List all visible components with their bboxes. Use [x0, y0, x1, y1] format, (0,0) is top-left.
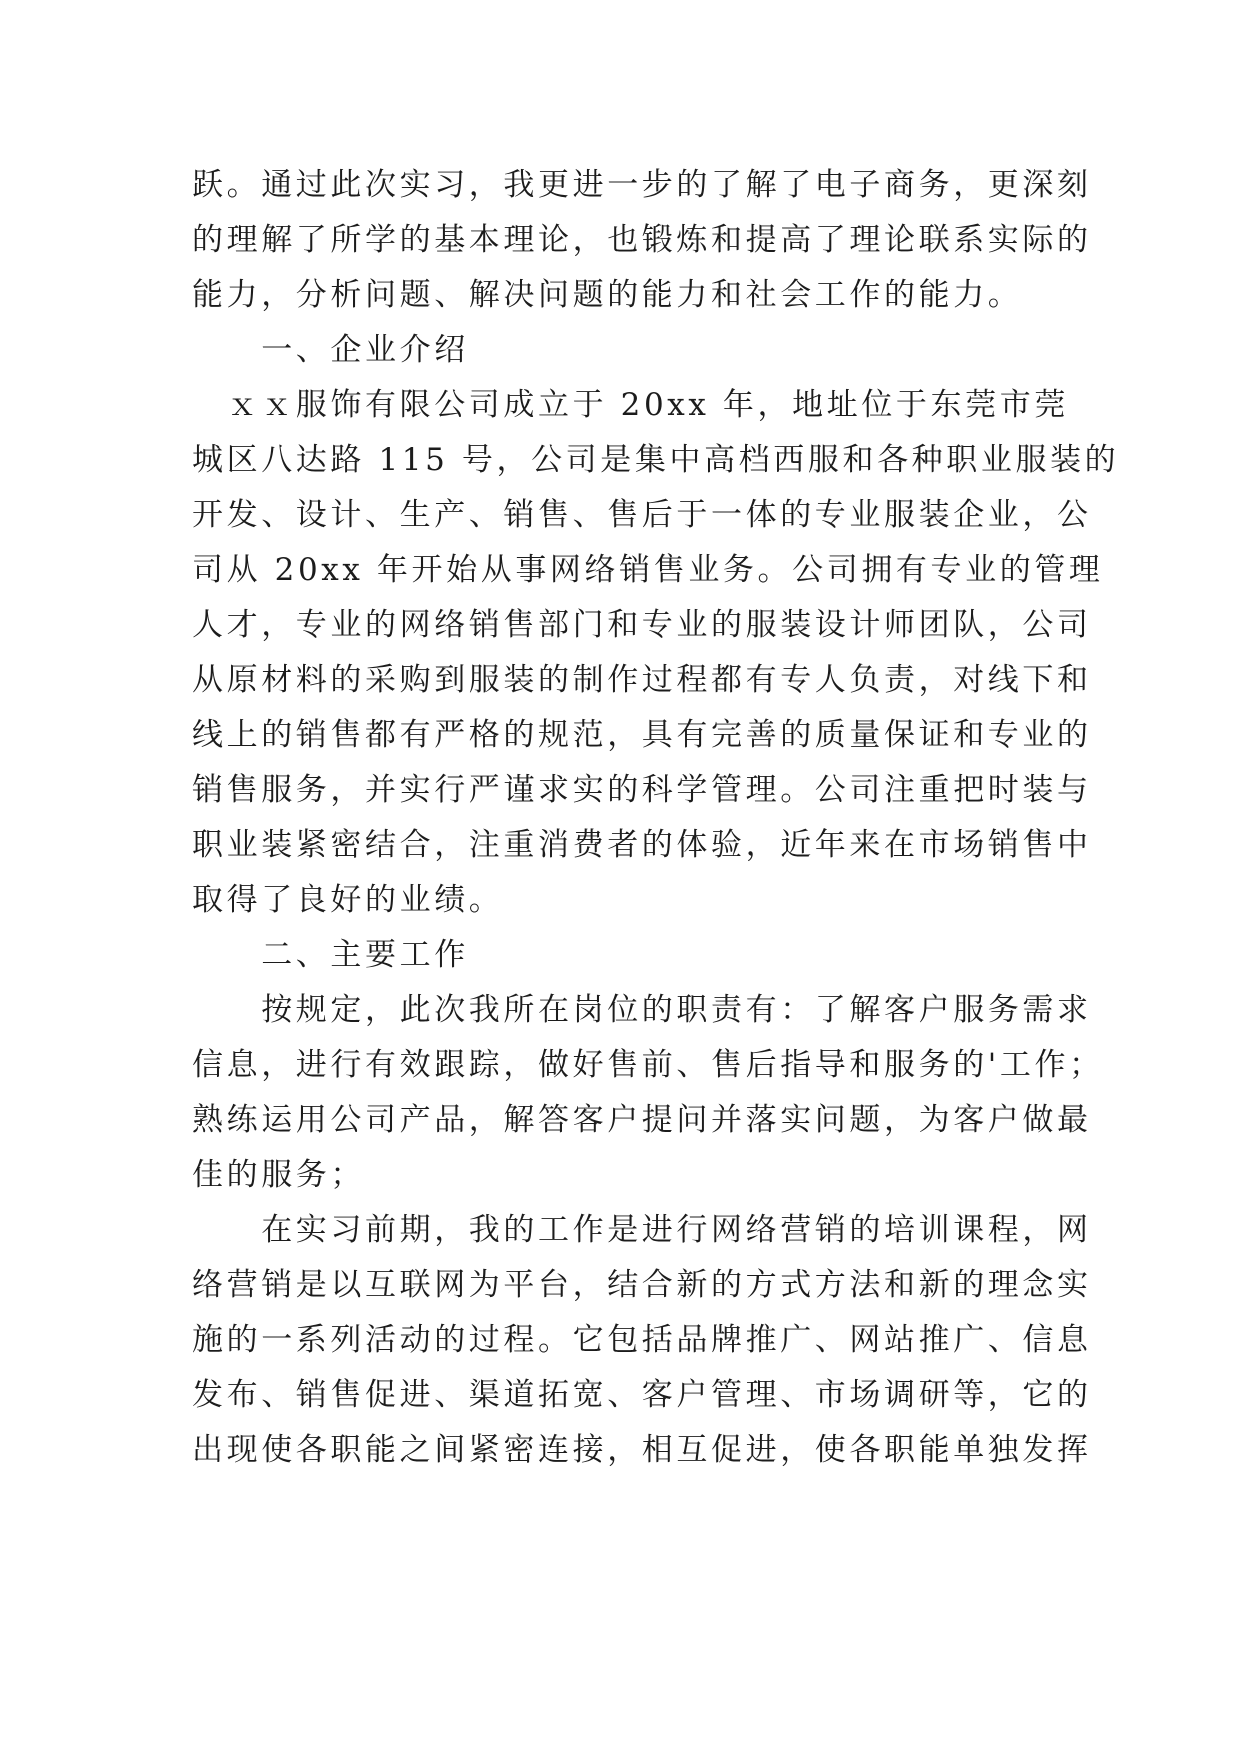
section-heading: 一、企业介绍 — [192, 332, 469, 368]
text-line: 销售服务，并实行严谨求实的科学管理。公司注重把时装与 — [192, 772, 1092, 808]
text-line: 取得了良好的业绩。 — [192, 882, 504, 918]
text-line: 按规定，此次我所在岗位的职责有：了解客户服务需求 — [192, 992, 1092, 1028]
text-line: 在实习前期，我的工作是进行网络营销的培训课程，网 — [192, 1212, 1092, 1248]
text-line: 发布、销售促进、渠道拓宽、客户管理、市场调研等，它的 — [192, 1377, 1092, 1413]
text-line: 城区八达路 115 号，公司是集中高档西服和各种职业服装的 — [192, 442, 1120, 478]
text-line: 线上的销售都有严格的规范，具有完善的质量保证和专业的 — [192, 717, 1092, 753]
section-heading: 二、主要工作 — [192, 937, 469, 973]
text-line: 的理解了所学的基本理论，也锻炼和提高了理论联系实际的 — [192, 222, 1092, 258]
text-line: 出现使各职能之间紧密连接，相互促进，使各职能单独发挥 — [192, 1432, 1092, 1468]
body-text — [192, 158, 1120, 1478]
text-line: ｘｘ服饰有限公司成立于 20xx 年，地址位于东莞市莞 — [192, 387, 1069, 423]
text-line: 司从 20xx 年开始从事网络销售业务。公司拥有专业的管理 — [192, 552, 1104, 588]
text-line: 跃。通过此次实习，我更进一步的了解了电子商务，更深刻 — [192, 167, 1092, 203]
text-line: 开发、设计、生产、销售、售后于一体的专业服装企业，公 — [192, 497, 1092, 533]
text-line: 熟练运用公司产品，解答客户提问并落实问题，为客户做最 — [192, 1102, 1092, 1138]
text-line: 从原材料的采购到服装的制作过程都有专人负责，对线下和 — [192, 662, 1092, 698]
text-line: 施的一系列活动的过程。它包括品牌推广、网站推广、信息 — [192, 1322, 1092, 1358]
text-line: 能力，分析问题、解决问题的能力和社会工作的能力。 — [192, 277, 1023, 313]
text-line: 信息，进行有效跟踪，做好售前、售后指导和服务的'工作； — [192, 1047, 1104, 1083]
text-line: 络营销是以互联网为平台，结合新的方式方法和新的理念实 — [192, 1267, 1092, 1303]
text-line: 人才，专业的网络销售部门和专业的服装设计师团队，公司 — [192, 607, 1092, 643]
text-line: 佳的服务； — [192, 1157, 365, 1193]
text-line: 职业装紧密结合，注重消费者的体验，近年来在市场销售中 — [192, 827, 1092, 863]
